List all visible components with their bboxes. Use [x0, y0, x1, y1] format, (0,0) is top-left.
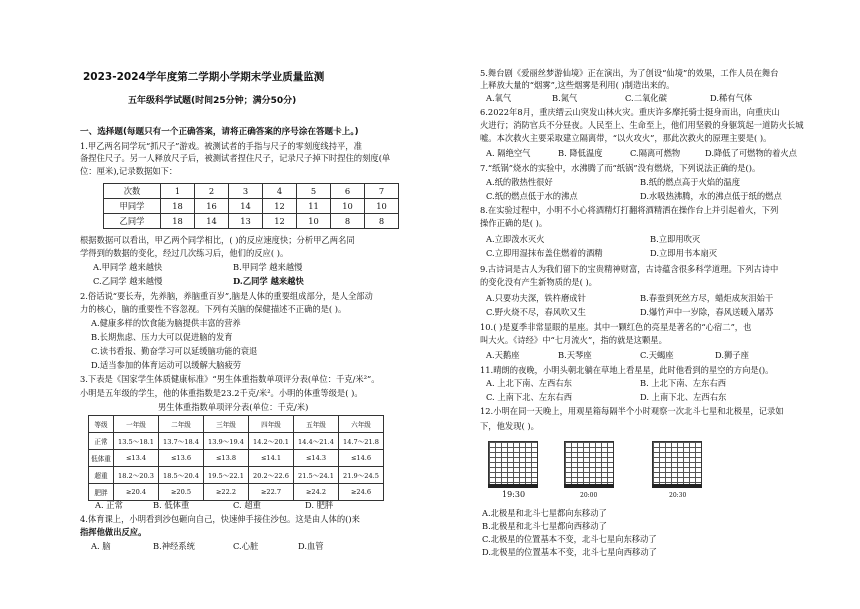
q1-line: 1.甲乙两名同学玩“抓尺子”游戏。被测试者的手指与尺子的零刻度线持平，准 — [80, 141, 362, 151]
q3-line: 小明是五年级的学生，他的体重指数是23.2千克/米²。小明的体重等级是( )。 — [80, 388, 363, 398]
q9-option-c[interactable]: C.野火烧不尽，春风吹又生 — [486, 307, 586, 317]
q2-option-d[interactable]: D.适当参加的体育运动可以缓解大脑疲劳 — [91, 360, 242, 370]
q1-option-c[interactable]: C.乙同学 越来越慢 — [93, 276, 163, 286]
q2-option-a[interactable]: A.健康多样的饮食能为脑提供丰富的营养 — [91, 318, 241, 328]
table-header-cell: 6 — [331, 184, 365, 199]
star-box-base — [652, 484, 702, 488]
q5-option-b[interactable]: B.氮气 — [552, 93, 578, 103]
table-cell: 18.2～20.3 — [114, 467, 159, 484]
q2-line: 2.俗话说“要长寿，先养脑，养脑重百岁”,脑是人体的重要组成部分，是人全部动 — [80, 291, 373, 301]
q3-table-title: 男生体重指数单项评分表(单位：千克/米) — [158, 402, 309, 412]
table-cell: 14 — [195, 214, 229, 229]
q8-option-c[interactable]: C.立即用湿抹布盖住燃着的酒精 — [486, 248, 603, 258]
table-cell: ≤13.6 — [159, 450, 204, 467]
table-header-cell: 一年级 — [114, 416, 159, 433]
table-cell: 超重 — [89, 467, 114, 484]
table-header-cell: 2 — [195, 184, 229, 199]
star-box-base — [564, 484, 614, 488]
q8-line: 8.在实验过程中，小明不小心将酒精灯打翻将酒精洒在操作台上并引起着火，下列 — [480, 205, 779, 215]
table-header-cell: 5 — [297, 184, 331, 199]
q3-option-b[interactable]: B. 低体重 — [153, 500, 190, 510]
q11-option-d[interactable]: D. 上南下北、左西右东 — [640, 392, 727, 402]
q8-option-d[interactable]: D.立即用书本扇灭 — [650, 248, 718, 258]
table-cell: ≤13.4 — [114, 450, 159, 467]
table-cell: 14.4～21.4 — [294, 433, 339, 450]
q11-line: 11.晴朗的夜晚，小明头朝北躺在草地上看星星，此时他看到的星空的方向是()。 — [480, 365, 774, 375]
table-cell: ≤14.6 — [339, 450, 384, 467]
table-row — [89, 433, 384, 450]
q6-line: 6.2022年8月，重庆缙云山突发山林火灾。重庆许多摩托骑士挺身而出，向重庆山 — [480, 107, 780, 117]
table-cell: 19.5～22.1 — [204, 467, 249, 484]
q12-line: 下，他发现( )。 — [480, 421, 539, 431]
table-cell: 12 — [263, 214, 297, 229]
q8-line: 操作正确的是( )。 — [480, 218, 548, 228]
table-cell: 8 — [365, 214, 399, 229]
table-cell: ≤13.8 — [204, 450, 249, 467]
table-cell: ≥24.2 — [294, 484, 339, 501]
star-box-base — [488, 484, 538, 488]
table-cell: 10 — [331, 199, 365, 214]
table-cell: 乙同学 — [104, 214, 161, 229]
q12-option-c[interactable]: C.北极星的位置基本不变，北斗七星向东移动了 — [482, 534, 657, 544]
table-row — [104, 214, 399, 229]
q5-option-d[interactable]: D.稀有气体 — [710, 93, 753, 103]
q11-option-b[interactable]: B. 上北下南、左东右西 — [640, 378, 727, 388]
q10-option-a[interactable]: A.天鹅座 — [486, 350, 520, 360]
q4-line: 4.体育课上，小明看到沙包砸向自己，快速伸手接住沙包。这是由人体的()来 — [80, 514, 360, 524]
table-cell: 10 — [365, 199, 399, 214]
table-cell: 14.2～20.1 — [249, 433, 294, 450]
q8-option-b[interactable]: B.立即用吹灭 — [650, 234, 701, 244]
q7-option-b[interactable]: B.纸的燃点高于火焰的温度 — [640, 177, 741, 187]
q10-option-c[interactable]: C.天蝎座 — [640, 350, 674, 360]
table-header-cell: 4 — [263, 184, 297, 199]
table-header-cell: 二年级 — [159, 416, 204, 433]
q6-line: 嘘。本次救火主要采取建立隔离带，“以火攻火”，那此次救火的原理主要是( )。 — [480, 133, 772, 143]
table-cell: ≥22.7 — [249, 484, 294, 501]
table-cell: 18 — [161, 214, 195, 229]
q5-line: 上释放大量的“烟雾”,这些烟雾是利用( )制造出来的。 — [480, 80, 675, 90]
q6-option-d[interactable]: D.降低了可燃物的着火点 — [705, 148, 797, 158]
q3-option-d[interactable]: D. 肥胖 — [305, 500, 334, 510]
table-header-cell: 五年级 — [294, 416, 339, 433]
table-row — [89, 467, 384, 484]
table-header-cell: 1 — [161, 184, 195, 199]
q5-option-a[interactable]: A.氧气 — [486, 93, 512, 103]
q4-line: 指挥他做出反应。 — [80, 527, 147, 537]
q8-option-a[interactable]: A.立即泼水灭火 — [486, 234, 545, 244]
table-cell: 13.9～19.4 — [204, 433, 249, 450]
q10-option-d[interactable]: D.狮子座 — [715, 350, 749, 360]
table-row — [89, 484, 384, 501]
table-cell: ≥22.2 — [204, 484, 249, 501]
time-label: 20:30 — [669, 492, 687, 499]
q12-line: 12.小明在同一天晚上，用观星箱每隔半个小时观察一次北斗七星和北极星，记录如 — [480, 406, 784, 416]
q3-line: 3.下表是《国家学生体质健康标准》“男生体重指数单项评分表(单位：千克/米²”。 — [80, 374, 380, 384]
q4-option-d[interactable]: D.血管 — [298, 541, 324, 551]
q11-option-c[interactable]: C. 上南下北、左东右西 — [486, 392, 572, 402]
table-cell: 甲同学 — [104, 199, 161, 214]
q10-line: 10.( )是夏季非常显眼的星座。其中一颗红色的亮星是著名的“心宿二”，也 — [480, 322, 752, 332]
q6-option-c[interactable]: C.隔离可燃物 — [630, 148, 681, 158]
table-header-cell: 四年级 — [249, 416, 294, 433]
q3-option-a[interactable]: A. 正常 — [95, 500, 123, 510]
q5-option-c[interactable]: C.二氧化碳 — [625, 93, 667, 103]
q7-line: 7.“纸锅”烧水的实验中，水沸腾了而“纸锅”没有燃烧，下列说法正确的是()。 — [480, 163, 761, 173]
table-cell: 8 — [331, 214, 365, 229]
q9-line: 9.古诗词是古人为我们留下的宝贵精神财富，古诗蕴含很多科学道理。下列古诗中 — [480, 264, 779, 274]
q2-line: 力的核心，脑的重要性不容忽视。下列有关脑的保健描述不正确的是( )。 — [80, 304, 347, 314]
table-header-cell: 三年级 — [204, 416, 249, 433]
table-header-cell: 六年级 — [339, 416, 384, 433]
q6-option-b[interactable]: B. 降低温度 — [558, 148, 603, 158]
table-cell: ≤14.3 — [294, 450, 339, 467]
table-cell: 肥胖 — [89, 484, 114, 501]
q7-option-d[interactable]: D.水吸热沸腾，水的沸点低于纸的燃点 — [640, 191, 782, 201]
q1-line: 学得到的数据的变化，经过几次练习后，他们的反应( )。 — [80, 248, 289, 258]
table-header-cell: 次数 — [104, 184, 161, 199]
q7-option-a[interactable]: A.纸的散热性很好 — [486, 177, 553, 187]
table-cell: 10 — [297, 214, 331, 229]
table-cell: 14 — [229, 199, 263, 214]
q11-option-a[interactable]: A. 上北下南、左西右东 — [486, 378, 572, 388]
q7-option-c[interactable]: C.纸的燃点低于水的沸点 — [486, 191, 578, 201]
table-cell: ≥20.4 — [114, 484, 159, 501]
q4-option-a[interactable]: A. 脑 — [91, 541, 111, 551]
table-row — [89, 450, 384, 467]
table-cell: 14.7～21.8 — [339, 433, 384, 450]
table-header-cell: 3 — [229, 184, 263, 199]
table-cell: ≥24.6 — [339, 484, 384, 501]
q9-option-d[interactable]: D.爆竹声中一岁除，春风送暖入屠苏 — [640, 307, 774, 317]
q5-line: 5.舞台剧《爱丽丝梦游仙境》正在演出，为了创设“仙境”的效果，工作人员在舞台 — [480, 68, 779, 78]
q1-line: 根据数据可以看出，甲乙两个同学相比，( )的反应速度快；分析甲乙两名同 — [80, 235, 355, 245]
table-cell: 20.2～22.6 — [249, 467, 294, 484]
q1-line: 位：厘米),记录数据如下： — [80, 166, 178, 176]
time-label: 19:30 — [502, 490, 526, 499]
table-header-cell: 7 — [365, 184, 399, 199]
table-cell: 21.9～24.5 — [339, 467, 384, 484]
table-cell: 13.7～18.4 — [159, 433, 204, 450]
table-cell: 12 — [263, 199, 297, 214]
reaction-data-table — [103, 183, 399, 229]
table-cell: 18.5～20.4 — [159, 467, 204, 484]
q1-option-a[interactable]: A.甲同学 越来越快 — [93, 262, 163, 272]
table-header-row — [89, 416, 384, 433]
q12-option-a[interactable]: A.北极星和北斗七星都向东移动了 — [482, 508, 607, 518]
q12-option-d[interactable]: D.北极星的位置基本不变，北斗七星向西移动了 — [482, 547, 657, 557]
section-heading: 一、选择题(每题只有一个正确答案，请将正确答案的序号涂在答题卡上。) — [80, 127, 359, 137]
table-cell: 正常 — [89, 433, 114, 450]
q4-option-b[interactable]: B.神经系统 — [153, 541, 195, 551]
table-cell: 21.5～24.1 — [294, 467, 339, 484]
q6-line: 火进行；消防官兵不分昼夜。人民至上、生命至上，他们用坚毅的身躯筑起一道防火长城 — [480, 120, 804, 130]
table-row — [104, 199, 399, 214]
q12-option-b[interactable]: B.北极星和北斗七星都向西移动了 — [482, 521, 607, 531]
q4-option-c[interactable]: C.心脏 — [233, 541, 259, 551]
q2-option-c[interactable]: C.读书看报、勤奋学习可以延缓脑功能的衰退 — [91, 346, 258, 356]
time-label: 20:00 — [580, 492, 598, 499]
table-cell: 18 — [161, 199, 195, 214]
star-box-figure-2 — [564, 441, 614, 485]
star-box-figure-3 — [652, 441, 702, 485]
bmi-table — [88, 415, 384, 501]
q10-option-b[interactable]: B.天琴座 — [558, 350, 592, 360]
q1-option-d[interactable]: D.乙同学 越来越快 — [233, 276, 304, 286]
star-box-figure-1 — [488, 441, 538, 485]
exam-subtitle: 五年级科学试题(时间25分钟；满分50分) — [128, 96, 297, 106]
q9-line: 的变化没有产生新物质的是( )。 — [480, 277, 597, 287]
table-cell: 13.5～18.1 — [114, 433, 159, 450]
exam-title: 2023-2024学年度第二学期小学期末学业质量监测 — [83, 71, 325, 83]
table-cell: 16 — [195, 199, 229, 214]
q6-option-a[interactable]: A. 隔绝空气 — [486, 148, 531, 158]
table-cell: 低体重 — [89, 450, 114, 467]
q1-line: 备捏住尺子。另一人释放尺子后，被测试者捏住尺子，记录尺子掉下时捏住的刻度(单 — [80, 153, 391, 163]
q9-option-a[interactable]: A.只要功夫深，铁杵磨成针 — [486, 293, 586, 303]
q3-option-c[interactable]: C. 超重 — [233, 500, 261, 510]
table-cell: 13 — [229, 214, 263, 229]
table-cell: ≤14.1 — [249, 450, 294, 467]
table-header-row — [104, 184, 399, 199]
q10-line: 叫大火。《诗经》中“七月流火”，指的就是这颗星。 — [480, 335, 667, 345]
q1-option-b[interactable]: B.甲同学 越来越慢 — [233, 262, 303, 272]
q2-option-b[interactable]: B.长期焦虑、压力大可以促进脑的发育 — [91, 332, 233, 342]
q9-option-b[interactable]: B.春蚕到死丝方尽，蜡炬成灰泪始干 — [640, 293, 774, 303]
table-header-cell: 等级 — [89, 416, 114, 433]
table-cell: ≥20.5 — [159, 484, 204, 501]
table-cell: 11 — [297, 199, 331, 214]
